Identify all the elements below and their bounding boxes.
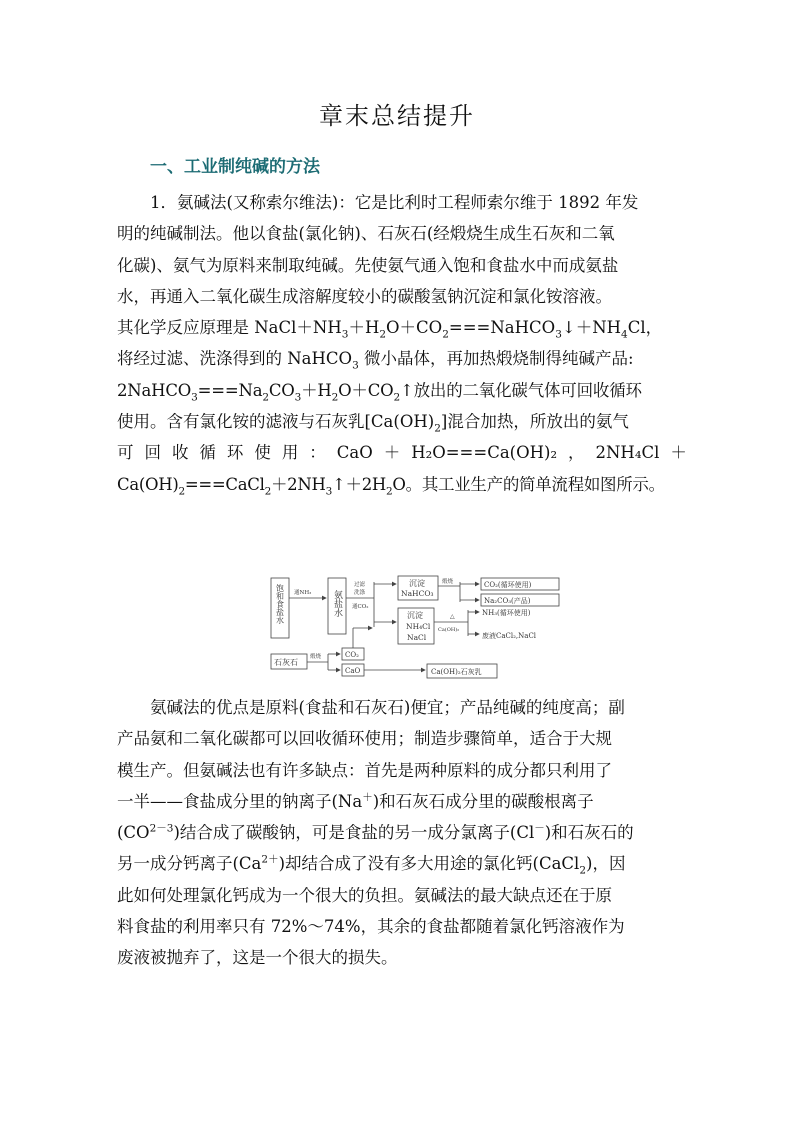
filter-label-1: 过滤 bbox=[354, 582, 366, 588]
calcine-label-2: 煅烧 bbox=[310, 654, 322, 660]
text-line: 将经过滤、洗涤得到的 NaHCO$_3$ 微小晶体，再加热煅烧制得纯碱产品: bbox=[117, 349, 634, 372]
nahco3-label-1: 沉淀 bbox=[409, 579, 425, 588]
equation-line: 其化学反应原理是 $NaCl+NH_3+H_2O+CO_2===NaHCO_3↓+NH_4Cl$， bbox=[117, 318, 663, 341]
limestone-label: 石灰石 bbox=[274, 658, 298, 667]
calcine-label-1: 煅烧 bbox=[442, 579, 454, 585]
text-line: 1．氨碱法(又称索尔维法)：它是比利时工程师索尔维于 1892 年发 bbox=[150, 193, 639, 212]
text-line: 产品氨和二氧化碳都可以回收循环使用；制造步骤简单，适合于大规 bbox=[117, 729, 612, 749]
equation-token: H₂O===Ca(OH)₂ bbox=[411, 443, 558, 463]
equation-line: $Ca(OH)_2===CaCl_2+2NH_3↑+2H_2O$。其工业生产的简单流程如图所示。 bbox=[117, 474, 665, 497]
paragraph-ammonia-soda-process bbox=[117, 187, 687, 500]
equation-token: 收 bbox=[171, 443, 189, 463]
nh3-recycle-label: NH₃(循环使用) bbox=[482, 609, 531, 617]
brine-label: 饱和食盐水 bbox=[275, 584, 285, 624]
equation-token: 循 bbox=[199, 443, 216, 463]
pass-nh3-label: 通NH₃ bbox=[294, 590, 312, 596]
text-line: 化碳)、氨气为原料来制取纯碱。先使氨气通入饱和食盐水中而成氨盐 bbox=[117, 255, 619, 275]
na2co3-product-label: Na₂CO₃(产品) bbox=[484, 597, 531, 605]
text-line: $(CO^{2-3})$结合成了碳酸钠，可是食盐的另一成分氯离子(Cl－)和石灰石的 bbox=[117, 822, 634, 843]
text-line: 水，再通入二氧化碳生成溶解度较小的碳酸氢钠沉淀和氯化铵溶液。 bbox=[117, 286, 612, 306]
equation-token: 使 bbox=[254, 443, 271, 463]
lime-milk-label: Ca(OH)₂石灰乳 bbox=[431, 668, 482, 676]
equation-token: 环 bbox=[226, 443, 244, 463]
equation-token: ＋ bbox=[670, 443, 687, 463]
equation-token: 用 bbox=[281, 443, 299, 463]
equation-token: CaO bbox=[336, 443, 373, 463]
waste-label: 废液CaCl₂,NaCl bbox=[482, 632, 537, 640]
equation-token: 2NH₄Cl bbox=[595, 443, 660, 463]
caoh2-label: Ca(OH)₂ bbox=[438, 627, 460, 633]
text-line: 氨碱法的优点是原料(食盐和石灰石)便宜；产品纯碱的纯度高；副 bbox=[150, 698, 625, 717]
equation-line: $2NaHCO_3===Na_2CO_3+H_2O+CO_2↑$放出的二氧化碳气体可回收循环 bbox=[117, 380, 642, 404]
page-title: 章末总结提升 bbox=[319, 102, 475, 130]
text-line: 另一成分钙离子$(Ca^{2+})$却结合成了没有多大用途的氯化钙(CaCl$_2$)，因 bbox=[117, 853, 626, 877]
equation-token: ＋ bbox=[383, 443, 401, 463]
text-line: 一半——食盐成分里的钠离子(Na＋)和石灰石成分里的碳酸根离子 bbox=[117, 791, 594, 811]
ammonia-brine-label: 氨盐水 bbox=[332, 590, 342, 617]
equation-token: 回 bbox=[144, 443, 161, 463]
co2-label: CO₂ bbox=[345, 651, 359, 659]
text-line: 使用。含有氯化铵的滤液与石灰乳$[Ca(OH)_2]$混合加热，所放出的氨气 bbox=[117, 412, 629, 435]
paragraph-advantages-disadvantages bbox=[117, 692, 687, 974]
nh4cl-label-3: NaCl bbox=[407, 633, 427, 642]
text-line: 废液被抛弃了，这是一个很大的损失。 bbox=[117, 948, 398, 968]
process-flow-diagram bbox=[268, 572, 566, 680]
equation-token: ， bbox=[568, 443, 585, 463]
nahco3-label-2: NaHCO₃ bbox=[401, 589, 434, 598]
equation-token: 可 bbox=[117, 443, 134, 463]
heat-label: △ bbox=[450, 613, 455, 620]
text-line: 明的纯碱制法。他以食盐(氯化钠)、石灰石(经煅烧生成生石灰和二氧 bbox=[117, 224, 615, 244]
co2-recycle-label: CO₂(循环使用) bbox=[484, 581, 532, 589]
equation-line bbox=[117, 437, 687, 468]
equation-token: ： bbox=[309, 443, 326, 463]
nh4cl-label-1: 沉淀 bbox=[407, 611, 423, 620]
nh4cl-label-2: NH₄Cl bbox=[406, 622, 431, 631]
pass-co2-label: 通CO₂ bbox=[352, 604, 369, 610]
filter-label-2: 洗涤 bbox=[354, 590, 366, 596]
text-line: 料食盐的利用率只有 72%～74%，其余的食盐都随着氯化钙溶液作为 bbox=[117, 917, 625, 937]
cao-label: CaO bbox=[345, 667, 361, 675]
text-line: 此如何处理氯化钙成为一个很大的负担。氨碱法的最大缺点还在于原 bbox=[117, 885, 612, 905]
text-line: 模生产。但氨碱法也有许多缺点：首先是两种原料的成分都只利用了 bbox=[117, 760, 612, 780]
section-heading: 一、工业制纯碱的方法 bbox=[150, 157, 320, 177]
